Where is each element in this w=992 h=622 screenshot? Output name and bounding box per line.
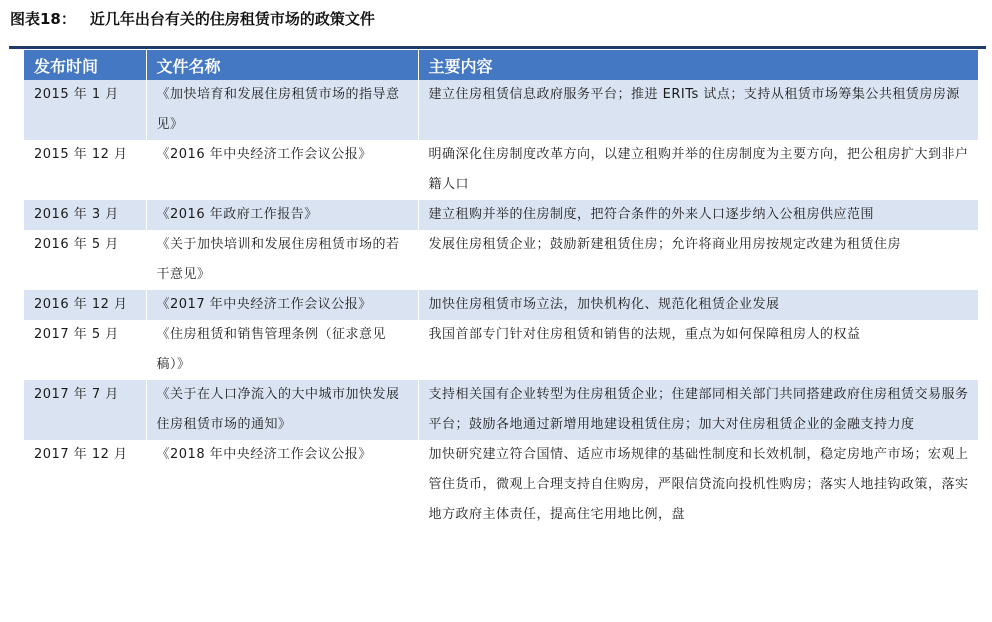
cell-document-name: 《2018 年中央经济工作会议公报》: [146, 440, 418, 530]
table-row: [24, 200, 978, 230]
cell-main-content: 加快住房租赁市场立法，加快机构化、规范化租赁企业发展: [418, 290, 978, 320]
cell-main-content: 加快研究建立符合国情、适应市场规律的基础性制度和长效机制，稳定房地产市场；宏观上管住货币，微观上合理支持自住购房，严限信贷流向投机性购房；落实人地挂钩政策，落实地方政府主体责任，提高住宅用地比例，盘: [418, 440, 978, 530]
cell-main-content: 建立租购并举的住房制度，把符合条件的外来人口逐步纳入公租房供应范围: [418, 200, 978, 230]
cell-date: 2016 年 12 月: [24, 290, 146, 320]
cell-main-content: 建立住房租赁信息政府服务平台；推进 ERITs 试点；支持从租赁市场筹集公共租赁房房源: [418, 80, 978, 140]
figure-title: [10, 8, 375, 29]
table-row: [24, 290, 978, 320]
cell-main-content: 发展住房租赁企业；鼓励新建租赁住房；允许将商业用房按规定改建为租赁住房: [418, 230, 978, 290]
table-row: [24, 320, 978, 380]
table-row: [24, 230, 978, 290]
cell-date: 2016 年 3 月: [24, 200, 146, 230]
cell-date: 2017 年 12 月: [24, 440, 146, 530]
table-row: [24, 440, 978, 530]
cell-date: 2015 年 1 月: [24, 80, 146, 140]
cell-document-name: 《关于在人口净流入的大中城市加快发展住房租赁市场的通知》: [146, 380, 418, 440]
table-header-row: [24, 50, 978, 80]
top-rule: [9, 46, 986, 49]
cell-date: 2015 年 12 月: [24, 140, 146, 200]
table-row: [24, 380, 978, 440]
table-row: [24, 80, 978, 140]
cell-date: 2017 年 7 月: [24, 380, 146, 440]
cell-document-name: 《2016 年中央经济工作会议公报》: [146, 140, 418, 200]
figure-label: 图表18：: [10, 10, 76, 28]
cell-document-name: 《关于加快培训和发展住房租赁市场的若干意见》: [146, 230, 418, 290]
header-date: 发布时间: [24, 50, 146, 80]
cell-main-content: 明确深化住房制度改革方向，以建立租购并举的住房制度为主要方向，把公租房扩大到非户籍人口: [418, 140, 978, 200]
cell-date: 2017 年 5 月: [24, 320, 146, 380]
cell-document-name: 《2017 年中央经济工作会议公报》: [146, 290, 418, 320]
cell-date: 2016 年 5 月: [24, 230, 146, 290]
cell-main-content: 我国首部专门针对住房租赁和销售的法规，重点为如何保障租房人的权益: [418, 320, 978, 380]
cell-document-name: 《住房租赁和销售管理条例（征求意见稿）》: [146, 320, 418, 380]
header-main-content: 主要内容: [418, 50, 978, 80]
cell-document-name: 《加快培育和发展住房租赁市场的指导意见》: [146, 80, 418, 140]
header-document-name: 文件名称: [146, 50, 418, 80]
policy-table: [24, 50, 978, 530]
figure-caption: 近几年出台有关的住房租赁市场的政策文件: [89, 10, 375, 28]
cell-document-name: 《2016 年政府工作报告》: [146, 200, 418, 230]
cell-main-content: 支持相关国有企业转型为住房租赁企业；住建部同相关部门共同搭建政府住房租赁交易服务平台；鼓励各地通过新增用地建设租赁住房；加大对住房租赁企业的金融支持力度: [418, 380, 978, 440]
table-row: [24, 140, 978, 200]
